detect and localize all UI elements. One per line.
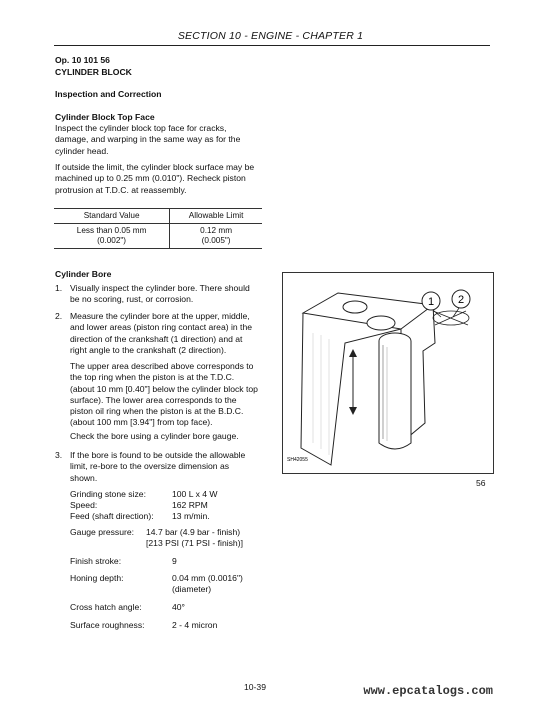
spec-honing-value: 0.04 mm (0.0016") bbox=[172, 573, 243, 583]
spec-roughness-label: Surface roughness: bbox=[70, 620, 145, 630]
section-header: SECTION 10 - ENGINE - CHAPTER 1 bbox=[177, 30, 364, 42]
machining-paragraph: If outside the limit, the cylinder block surface may be machined up to 0.25 mm (0.010"). Recheck piston protrusion at T.D.C. at reassembly. bbox=[55, 162, 255, 195]
table-header-row bbox=[54, 209, 262, 224]
cylinder-bore-heading: Cylinder Bore bbox=[55, 269, 112, 279]
spec-grinding-label: Grinding stone size: bbox=[70, 489, 146, 499]
cylinder-block-figure bbox=[282, 272, 494, 474]
top-face-paragraph: Inspect the cylinder block top face for cracks, damage, and warping in the same way as for the cylinder head. bbox=[55, 123, 241, 156]
op-number: Op. 10 101 56 bbox=[55, 55, 110, 65]
spec-finish-label: Finish stroke: bbox=[70, 556, 122, 566]
spec-grinding-value: 100 L x 4 W bbox=[172, 489, 218, 499]
spec-speed-value: 162 RPM bbox=[172, 500, 208, 510]
spec-speed-label: Speed: bbox=[70, 500, 98, 510]
list-item-2-gauge: Check the bore using a cylinder bore gauge. bbox=[70, 431, 239, 441]
spec-honing-value-diameter: (diameter) bbox=[172, 584, 212, 594]
spec-gauge-value-psi: [213 PSI (71 PSI - finish)] bbox=[146, 538, 243, 548]
spec-cross-label: Cross hatch angle: bbox=[70, 602, 142, 612]
inspection-heading: Inspection and Correction bbox=[55, 89, 162, 99]
spec-gauge-label: Gauge pressure: bbox=[70, 527, 135, 537]
callout-1: 1 bbox=[427, 296, 435, 308]
table-cell-limit: 0.12 mm (0.005") bbox=[170, 224, 262, 249]
footer-url: www.epcatalogs.com bbox=[363, 684, 493, 698]
list-item-2-detail: The upper area described above corresponds to the top ring when the piston is at the T.D.C. (about 10 mm [0.40"] below the cylinder block top surface). The lower area corresponds to the piston oil ring when the piston is at the B.D.C. (about 100 mm [3.94"] from top face). bbox=[70, 361, 258, 428]
figure-number: 56 bbox=[476, 478, 486, 488]
list-item-3: 3. If the bore is found to be outside the allowable limit, re-bore to the oversize dimension as shown. bbox=[55, 450, 246, 483]
spec-honing-label: Honing depth: bbox=[70, 573, 124, 583]
op-title: CYLINDER BLOCK bbox=[55, 67, 132, 77]
page-number: 10-39 bbox=[244, 682, 266, 692]
spec-feed-value: 13 m/min. bbox=[172, 511, 210, 521]
cylinder-block-illustration bbox=[283, 273, 493, 473]
table-cell-standard: Less than 0.05 mm (0.002") bbox=[54, 224, 170, 249]
spec-cross-value: 40° bbox=[172, 602, 185, 612]
header-rule bbox=[54, 45, 490, 46]
limits-table bbox=[54, 208, 262, 249]
spec-roughness-value: 2 - 4 micron bbox=[172, 620, 218, 630]
top-face-heading: Cylinder Block Top Face bbox=[55, 112, 155, 122]
list-item-1: 1. Visually inspect the cylinder bore. There should be no scoring, rust, or corrosion. bbox=[55, 283, 250, 305]
table-row bbox=[54, 224, 262, 249]
list-item-2: 2. Measure the cylinder bore at the upper, middle, and lower areas (piston ring contact area) in the direction of the crankshaft (1 direction) and at right angle to the crankshaft (2 direction). bbox=[55, 311, 253, 355]
callout-2: 2 bbox=[457, 294, 465, 306]
spec-gauge-value: 14.7 bar (4.9 bar - finish) bbox=[146, 527, 241, 537]
table-header: Allowable Limit bbox=[170, 209, 262, 224]
spec-finish-value: 9 bbox=[172, 556, 177, 566]
figure-code: SH42055 bbox=[287, 457, 308, 463]
table-header: Standard Value bbox=[54, 209, 170, 224]
spec-feed-label: Feed (shaft direction): bbox=[70, 511, 154, 521]
